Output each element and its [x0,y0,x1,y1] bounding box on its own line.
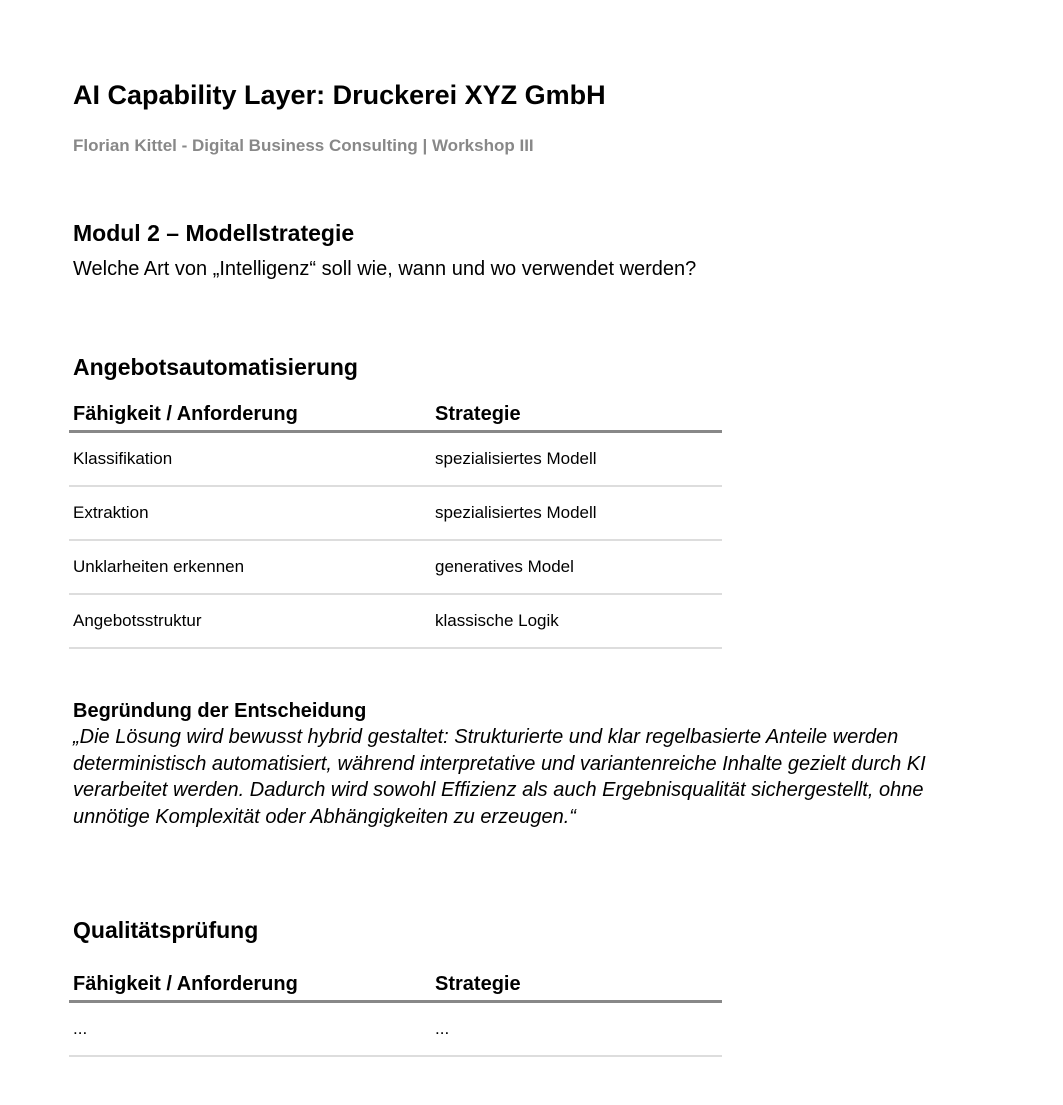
table-row [69,540,722,594]
document-subtitle: Florian Kittel - Digital Business Consulting | Workshop III [73,136,534,155]
table-header-row [69,970,722,1002]
section-title-angebotsautomatisierung: Angebotsautomatisierung [73,354,358,380]
rationale-quote: „Die Lösung wird bewusst hybrid gestaltet: Strukturierte und klar regelbasierte Anteile werden deterministisch automatisiert, während interpretative und variantenreiche Inhalte gezielt durch KI verarbeitet werden. Dadurch wird sowohl Effizienz als auch Ergebnisqualität sichergestellt, ohne unnötige Komplexität oder Abhängigkeiten zu erzeugen.“ [73,726,926,828]
capability-cell: Klassifikation [69,432,431,487]
table-row [69,486,722,540]
angebotsautomatisierung-table [69,400,722,649]
column-header-strategy: Strategie [431,970,722,1002]
rationale-label: Begründung der Entscheidung [73,700,367,722]
module-question: Welche Art von „Intelligenz“ soll wie, wann und wo verwendet werden? [73,258,697,280]
capability-cell: ... [69,1002,431,1057]
document-title: AI Capability Layer: Druckerei XYZ GmbH [73,80,606,110]
strategy-cell: ... [431,1002,722,1057]
column-header-capability: Fähigkeit / Anforderung [69,970,431,1002]
column-header-capability: Fähigkeit / Anforderung [69,400,431,432]
capability-cell: Angebotsstruktur [69,594,431,648]
table-row [69,1002,722,1057]
strategy-cell: spezialisiertes Modell [431,486,722,540]
strategy-cell: spezialisiertes Modell [431,432,722,487]
table-header-row [69,400,722,432]
strategy-cell: klassische Logik [431,594,722,648]
strategy-cell: generatives Model [431,540,722,594]
qualitaetspruefung-table [69,970,722,1057]
section-title-qualitaetspruefung: Qualitätsprüfung [73,917,259,943]
capability-cell: Unklarheiten erkennen [69,540,431,594]
capability-cell: Extraktion [69,486,431,540]
module-title: Modul 2 – Modellstrategie [73,220,355,246]
table-row [69,594,722,648]
column-header-strategy: Strategie [431,400,722,432]
table-row [69,432,722,487]
